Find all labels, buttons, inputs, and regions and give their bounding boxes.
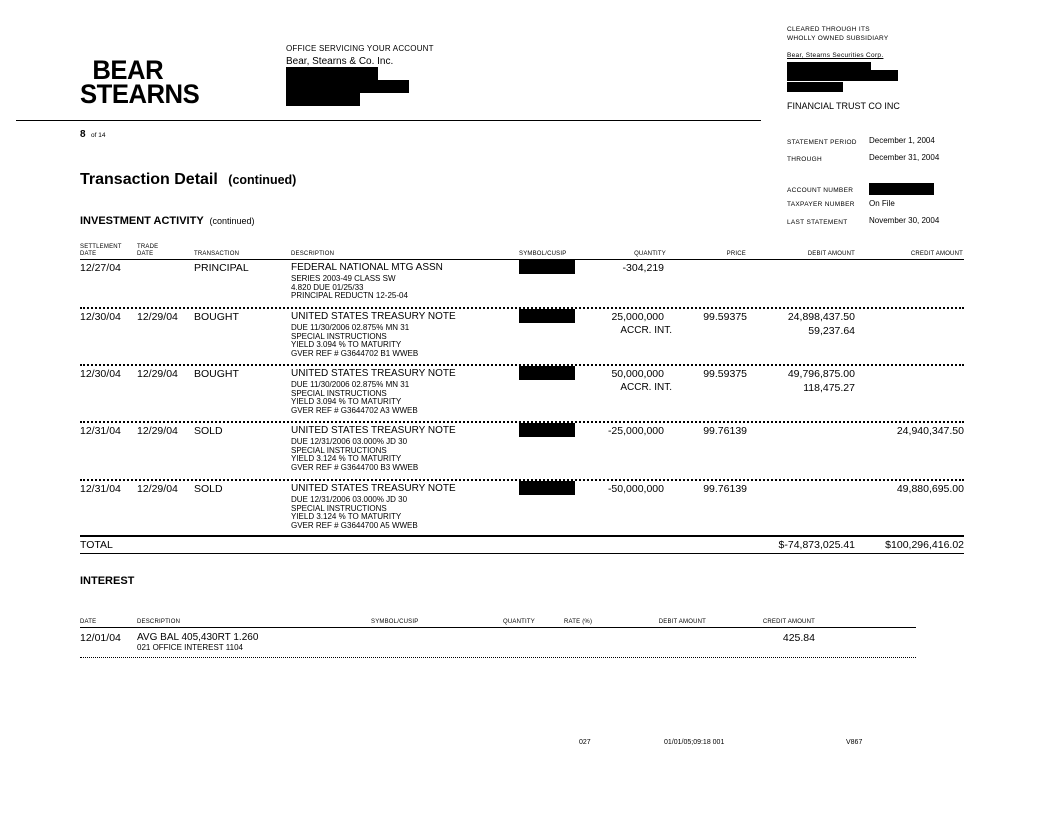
logo-line-2: STEARNS [80,79,200,109]
row-description-line: UNITED STATES TREASURY NOTE [291,425,456,436]
cleared-line-2: WHOLLY OWNED SUBSIDIARY [787,35,889,42]
row-quantity: -25,000,000 [607,425,664,437]
col-transaction: TRANSACTION [194,251,240,257]
int-col-debit: DEBIT AMOUNT [658,619,706,625]
redacted-account-number [869,183,934,195]
row-debit-accrued: 118,475.27 [803,382,855,394]
section-title-suffix: (continued) [228,173,297,187]
page-of: of 14 [91,132,106,139]
footer-code-1: 027 [579,739,591,746]
redacted-cusip [519,481,575,495]
interest-date: 12/01/04 [80,632,121,644]
row-description-line: DUE 12/31/2006 03.000% JD 30 [291,495,408,504]
bear-stearns-logo [80,55,200,109]
row-description-line: YIELD 3.094 % TO MATURITY [291,397,402,406]
row-debit-accrued: 59,237.64 [808,325,855,337]
total-credit: $100,296,416.02 [885,539,964,551]
row-credit: 49,880,695.00 [896,483,964,495]
row-price: 99.59375 [703,368,747,380]
redacted-address-1 [286,67,378,80]
statement-period-label: STATEMENT PERIOD [787,139,857,146]
col-settlement-line2: DATE [80,251,97,257]
row-settlement-date: 12/31/04 [80,425,121,437]
row-transaction: SOLD [194,425,223,437]
row-settlement-date: 12/30/04 [80,311,121,323]
row-description-line: YIELD 3.124 % TO MATURITY [291,454,402,463]
row-description-line: SPECIAL INSTRUCTIONS [291,503,387,513]
row-description-line: DUE 11/30/2006 02.875% MN 31 [291,323,410,332]
account-number-label: ACCOUNT NUMBER [787,187,854,194]
row-description-line: FEDERAL NATIONAL MTG ASSN [291,262,443,273]
row-trade-date: 12/29/04 [137,483,178,495]
redacted-cusip [519,423,575,437]
taxpayer-value: On File [869,199,895,208]
office-name: Bear, Stearns & Co. Inc. [286,56,394,67]
row-description-line: UNITED STATES TREASURY NOTE [291,368,456,379]
row-description-line: YIELD 3.094 % TO MATURITY [291,340,402,349]
row-quantity-note: ACCR. INT. [620,382,672,393]
interest-desc-2: 021 OFFICE INTEREST 1104 [137,643,243,652]
row-transaction: BOUGHT [194,368,239,380]
row-transaction: BOUGHT [194,311,239,323]
col-credit: CREDIT AMOUNT [910,251,963,257]
interest-desc-1: AVG BAL 405,430RT 1.260 [137,632,259,643]
row-description-line: GVER REF # G3644702 A3 WWEB [291,405,418,415]
section-title-text: Transaction Detail [80,171,218,188]
int-col-description: DESCRIPTION [137,619,181,625]
row-settlement-date: 12/30/04 [80,368,121,380]
section-title [80,171,296,189]
col-price: PRICE [726,251,746,257]
row-quantity-note: ACCR. INT. [620,325,672,336]
interest-credit: 425.84 [782,632,815,644]
through-value: December 31, 2004 [869,153,940,162]
account-name: FINANCIAL TRUST CO INC [787,101,900,111]
last-statement-label: LAST STATEMENT [787,219,848,226]
redacted-cusip [519,366,575,380]
row-settlement-date: 12/31/04 [80,483,121,495]
redacted-right-2 [787,70,898,81]
row-description-line: SPECIAL INSTRUCTIONS [291,331,387,341]
row-price: 99.59375 [703,311,747,323]
cleared-line-1: CLEARED THROUGH ITS [787,26,870,33]
statement-period-value: December 1, 2004 [869,136,935,145]
row-description-line: DUE 11/30/2006 02.875% MN 31 [291,380,410,389]
interest-title: INTEREST [80,575,135,587]
office-label: OFFICE SERVICING YOUR ACCOUNT [286,44,434,53]
page-number: 8 [80,129,86,140]
row-price: 99.76139 [703,425,747,437]
logo-line-1: BEAR [92,55,164,85]
row-debit: 24,898,437.50 [787,311,855,323]
row-credit: 24,940,347.50 [896,425,964,437]
footer-code-2: 01/01/05;09:18 001 [664,739,725,746]
redacted-address-2 [286,80,409,93]
col-quantity: QUANTITY [634,251,666,257]
col-description: DESCRIPTION [291,251,335,257]
row-quantity: 25,000,000 [611,311,664,323]
row-description-line: UNITED STATES TREASURY NOTE [291,311,456,322]
redacted-address-3 [286,93,360,106]
clearing-firm: Bear, Stearns Securities Corp. [787,52,884,59]
row-trade-date: 12/29/04 [137,425,178,437]
col-settlement-line1: SETTLEMENT [80,244,122,250]
total-bottom-rule [80,553,964,554]
investment-activity-title [80,215,255,227]
row-debit: 49,796,875.00 [787,368,855,380]
through-label: THROUGH [787,156,822,163]
row-description-line: GVER REF # G3644700 A5 WWEB [291,520,418,530]
total-label: TOTAL [80,539,113,551]
footer-code-3: V867 [846,739,863,746]
col-trade-line1: TRADE [137,244,159,250]
row-description-line: GVER REF # G3644700 B3 WWEB [291,462,419,472]
row-description-line: 4.820 DUE 01/25/33 [291,282,364,292]
interest-row-rule [80,657,916,658]
row-trade-date: 12/29/04 [137,368,178,380]
taxpayer-label: TAXPAYER NUMBER [787,201,855,208]
row-description-line: SPECIAL INSTRUCTIONS [291,445,387,455]
row-description-line: PRINCIPAL REDUCTN 12-25-04 [291,291,408,300]
row-settlement-date: 12/27/04 [80,262,121,274]
row-trade-date: 12/29/04 [137,311,178,323]
redacted-cusip [519,260,575,274]
row-transaction: SOLD [194,483,223,495]
row-quantity: -304,219 [622,262,664,274]
row-description-line: YIELD 3.124 % TO MATURITY [291,512,402,521]
last-statement-value: November 30, 2004 [869,216,940,225]
col-trade-line2: DATE [137,251,154,257]
row-price: 99.76139 [703,483,747,495]
row-transaction: PRINCIPAL [194,262,249,274]
col-debit: DEBIT AMOUNT [807,251,855,257]
row-quantity: -50,000,000 [607,483,664,495]
redacted-cusip [519,309,575,323]
subtitle-text: INVESTMENT ACTIVITY [80,215,204,227]
total-rule [80,535,964,537]
col-symbol: SYMBOL/CUSIP [519,251,567,257]
row-description-line: UNITED STATES TREASURY NOTE [291,483,456,494]
row-description-line: GVER REF # G3644702 B1 WWEB [291,348,419,358]
row-description-line: SERIES 2003-49 CLASS SW [291,274,396,283]
col-trade-date [137,244,158,258]
int-col-rate: RATE (%) [564,619,593,625]
col-settlement-date [80,244,122,258]
subtitle-suffix: (continued) [209,216,255,226]
total-debit: $-74,873,025.41 [778,539,855,551]
int-col-credit: CREDIT AMOUNT [762,619,815,625]
header-rule [16,120,761,121]
row-quantity: 50,000,000 [611,368,664,380]
int-col-quantity: QUANTITY [503,619,535,625]
row-description-line: SPECIAL INSTRUCTIONS [291,388,387,398]
int-col-symbol: SYMBOL/CUSIP [371,619,419,625]
interest-header-rule [80,627,916,628]
int-col-date: DATE [80,619,97,625]
redacted-right-3 [787,82,843,92]
row-description-line: DUE 12/31/2006 03.000% JD 30 [291,437,408,446]
